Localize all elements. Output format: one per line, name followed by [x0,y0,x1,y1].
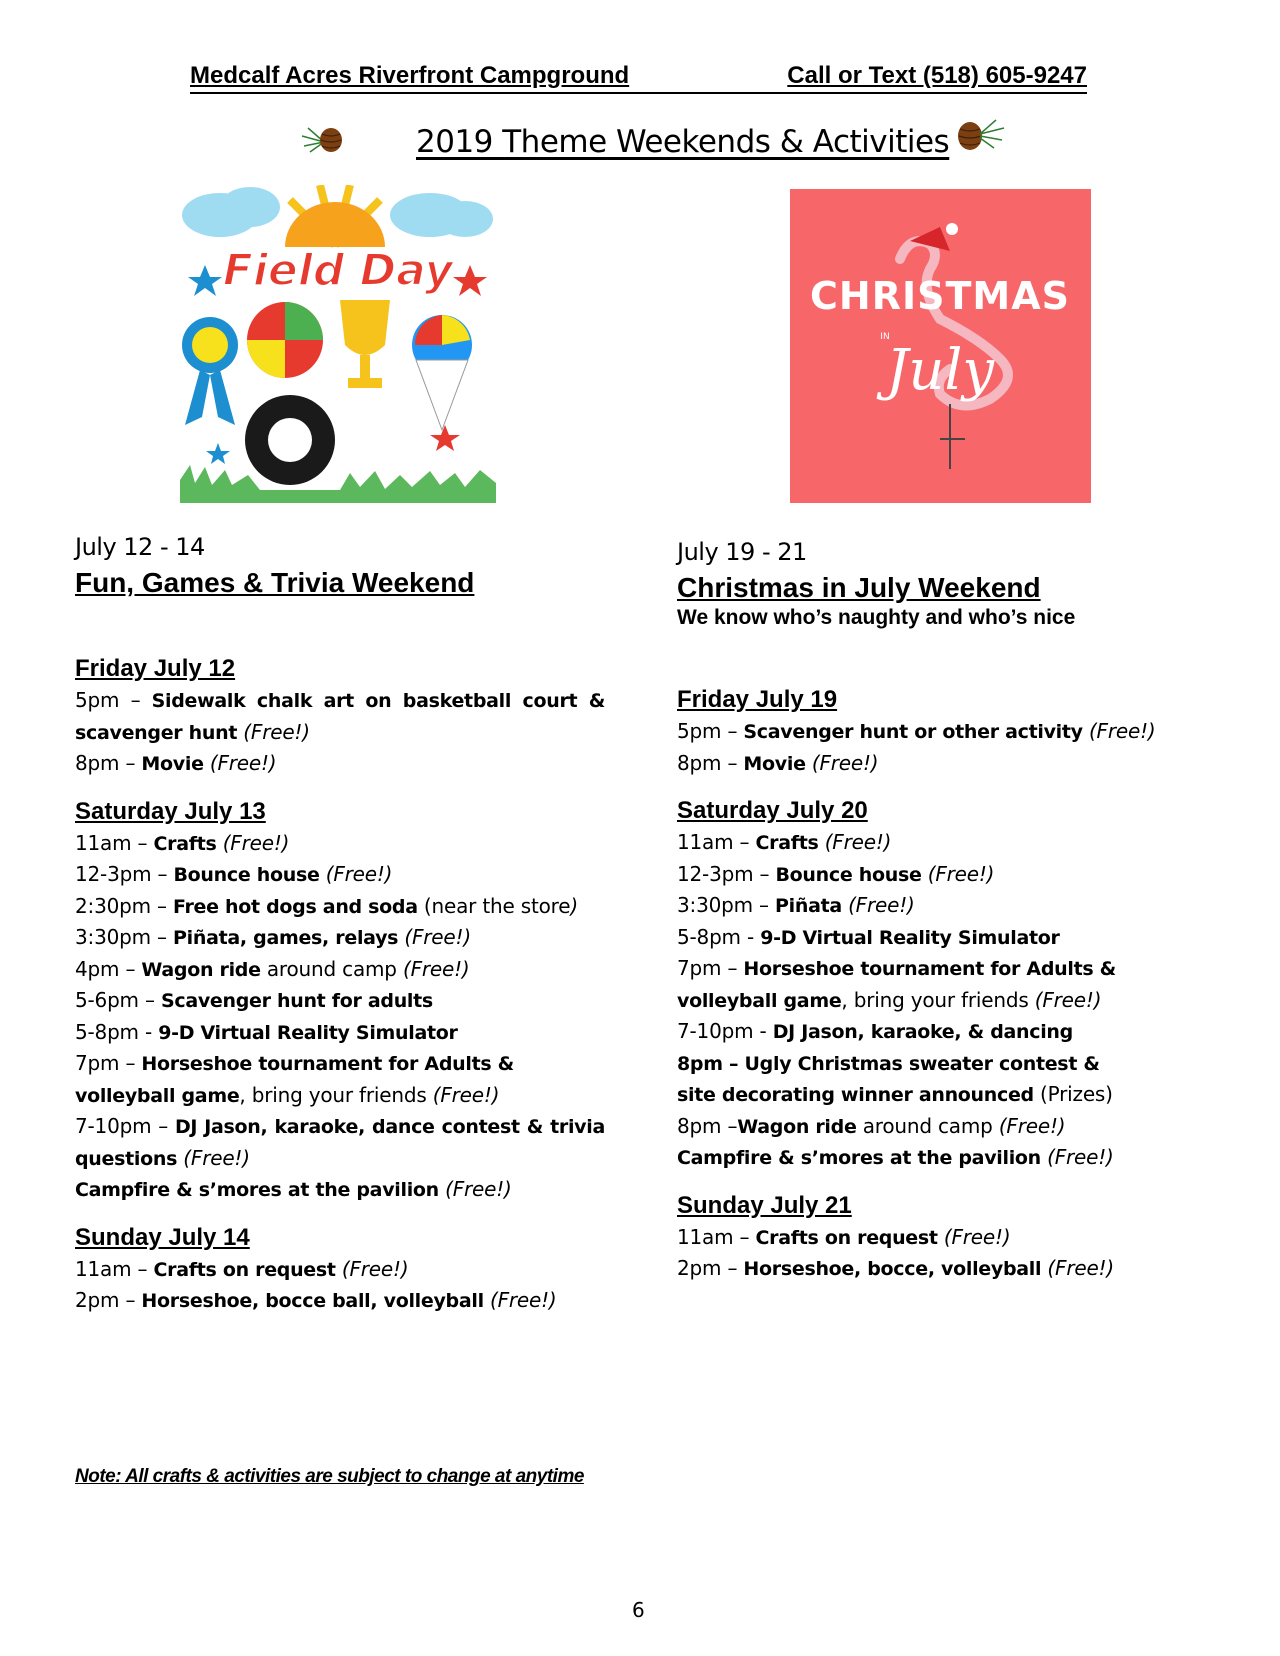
activity-line: 2pm – Horseshoe, bocce ball, volleyball (Free!) [75,1288,557,1312]
activity-line: 8pm – Movie (Free!) [75,751,277,775]
right-weekend-column [677,538,1157,1285]
weekend-dates: July 19 - 21 [677,538,807,566]
activity-line: 5-8pm - 9-D Virtual Reality Simulator [75,1019,458,1044]
activity-line: 3:30pm – Piñata, games, relays (Free!) [75,925,471,949]
page-number: 6 [632,1598,645,1622]
activity-line: 5-6pm – Scavenger hunt for adults [75,988,433,1012]
activity-line: 8pm – Ugly Christmas sweater contest & [677,1052,1100,1075]
activity-line: Campfire & s’mores at the pavilion (Free!) [677,1145,1114,1169]
activity-line: 4pm – Wagon ride around camp (Free!) [75,956,470,981]
day-heading-sunday: Sunday July 21 [677,1191,852,1219]
pinecone-icon [300,122,350,158]
day-heading-friday: Friday July 19 [677,686,838,713]
page-header [190,58,1087,94]
activity-line: 11am – Crafts (Free!) [677,830,892,854]
activity-line: volleyball game, bring your friends (Free!) [75,1082,500,1107]
left-weekend-column [75,533,605,1317]
contact-phone: Call or Text (518) 605-9247 [787,62,1087,89]
activity-line: volleyball game, bring your friends (Free!) [677,987,1102,1012]
activity-line: 5-8pm - 9-D Virtual Reality Simulator [677,924,1060,949]
activity-line: 2:30pm – Free hot dogs and soda (near the store) [75,893,578,918]
field-day-text: Field Day [222,245,454,296]
weekend-tagline: We know who’s naughty and who’s nice [677,606,1076,629]
day-heading-saturday: Saturday July 20 [677,797,868,824]
activity-line: 3:30pm – Piñata (Free!) [677,893,915,917]
activity-line: 8pm –Wagon ride around camp (Free!) [677,1113,1066,1138]
pinecone-icon [952,114,1006,154]
christmas-in-july-image [790,189,1091,503]
day-heading-saturday: Saturday July 13 [75,797,266,825]
activity-line: 2pm – Horseshoe, bocce, volleyball (Free!) [677,1256,1114,1280]
christmas-word: CHRISTMAS [810,274,1070,318]
activity-line: site decorating winner announced (Prizes) [677,1082,1113,1106]
field-day-illustration [180,185,496,503]
title-row [0,118,1280,168]
weekend-title: Fun, Games & Trivia Weekend [75,567,475,598]
activity-line: 12-3pm – Bounce house (Free!) [75,862,393,886]
flamingo-illustration [790,189,1091,503]
day-heading-sunday: Sunday July 14 [75,1223,250,1251]
activity-line: 11am – Crafts (Free!) [75,830,290,855]
activity-line: 5pm – Scavenger hunt or other activity (Free!) [677,719,1156,743]
activity-line: 7-10pm - DJ Jason, karaoke, & dancing [677,1019,1073,1043]
activity-line: Campfire & s’mores at the pavilion (Free!) [75,1177,512,1201]
day-heading-friday: Friday July 12 [75,655,236,682]
july-word: July [885,338,995,403]
activity-line: 7pm – Horseshoe tournament for Adults & [75,1051,514,1075]
activity-line: 7-10pm – DJ Jason, karaoke, dance contest & trivia questions (Free!) [75,1114,605,1170]
campground-name: Medcalf Acres Riverfront Campground [190,62,630,89]
weekend-dates: July 12 - 14 [75,533,205,561]
activity-line: 7pm – Horseshoe tournament for Adults & [677,956,1116,980]
in-word: IN [880,332,890,342]
activity-line: 5pm – Sidewalk chalk art on basketball court & scavenger hunt (Free!) [75,688,605,744]
activity-line: 11am – Crafts on request (Free!) [677,1224,1011,1249]
weekend-title: Christmas in July Weekend [677,572,1041,603]
activity-line: 11am – Crafts on request (Free!) [75,1256,409,1281]
activity-line: 8pm – Movie (Free!) [677,750,879,775]
activity-line: 12-3pm – Bounce house (Free!) [677,861,995,886]
page-title: 2019 Theme Weekends & Activities [416,124,950,160]
footnote: Note: All crafts & activities are subject to change at anytime [75,1466,584,1487]
